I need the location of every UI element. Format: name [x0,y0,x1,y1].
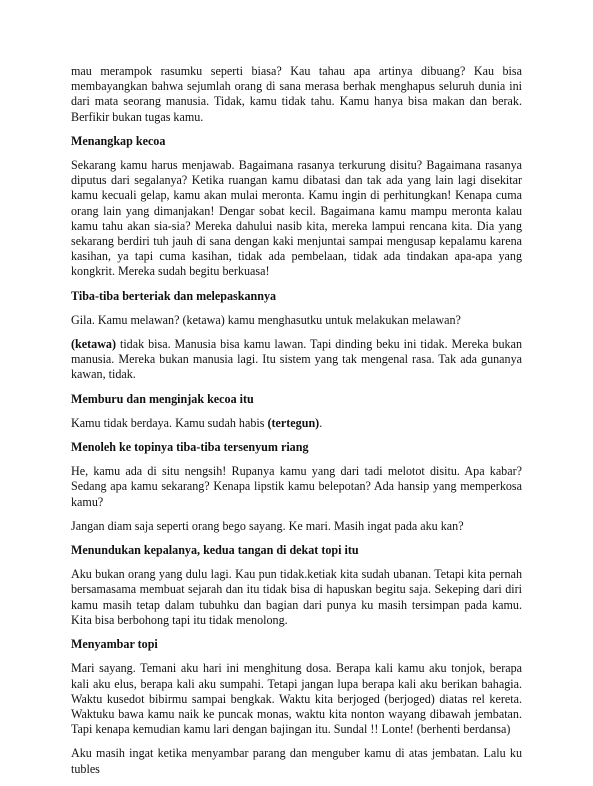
inline-direction: (ketawa) [71,337,117,352]
inline-direction: (tertegun) [267,415,320,430]
paragraph-text: tidak bisa. Manusia bisa kamu lawan. Tapi dinding beku ini tidak. Mereka bukan manusia. Mereka bukan manusia lagi. Itu sistem yang tak mengenal rasa. Tak ada gunanya kawan, tidak. [71,337,522,382]
document-page [71,64,522,786]
paragraph: Aku bukan orang yang dulu lagi. Kau pun tidak.ketiak kita sudah ubanan. Tetapi kita pernah bersamasama membuat sejarah dan itu tidak bisa di hapuskan begitu saja. Sekeping dari diri kamu masih tetap dalam tubuhku dan bagian dari punya ku masih tersimpan pada kamu. Kita bisa berbohong tapi itu tidak menolong. [71,567,522,627]
paragraph-text-end: . [319,415,323,430]
stage-direction-heading: Menundukan kepalanya, kedua tangan di dekat topi itu [71,543,359,558]
paragraph: Jangan diam saja seperti orang bego sayang. Ke mari. Masih ingat pada aku kan? [71,518,464,533]
paragraph [71,337,522,383]
stage-direction-heading: Menangkap kecoa [71,133,166,148]
stage-direction-heading: Menyambar topi [71,637,158,652]
paragraph: Sekarang kamu harus menjawab. Bagaimana rasanya terkurung disitu? Bagaimana rasanya diputus dari segalanya? Ketika ruangan kamu dibatasi dan tak ada yang lain lagi disekitar kamu kecuali gelap, kamu akan mulai meronta. Kamu ingin di perhitungkan! Kenapa cuma orang lain yang dimanjakan! Dengar sobat kecil. Bagaimana kamu mampu meronta kalau kamu tahu akan sia-sia? Mereka dahului nasib kita, mereka lampui rencana kita. Dia yang sekarang berdiri tuh jauh di sana dengan kaki menjuntai sampai mengusap kepalamu karena kasihan, ya tapi cuma kasihan, tidak ada pembelaan, tidak ada tindakan apa-apa yang kongkrit. Mereka sudah begitu berkuasa! [71,158,522,279]
stage-direction-heading: Memburu dan menginjak kecoa itu [71,391,254,406]
paragraph: Gila. Kamu melawan? (ketawa) kamu menghasutku untuk melakukan melawan? [71,312,461,327]
paragraph [71,416,522,431]
paragraph: Mari sayang. Temani aku hari ini menghitung dosa. Berapa kali kamu aku tonjok, berapa kali aku elus, berapa kali aku sumpahi. Tetapi jangan lupa berapa kali aku berikan bahagia. Waktu kusedot bibirmu sampai bengkak. Waktu kita berjoged (berjoged) diatas rel kereta. Waktuku bawa kamu naik ke puncak monas, waktu kita nonton wayang dibawah jembatan. Tapi kenapa kemudian kamu lari dengan bajingan itu. Sundal !! Lonte! (berhenti berdansa) [71,661,522,737]
paragraph-text: Kamu tidak berdaya. Kamu sudah habis [71,415,268,430]
paragraph: Aku masih ingat ketika menyambar parang dan menguber kamu di atas jembatan. Lalu ku tubles [71,746,522,776]
stage-direction-heading: Tiba-tiba berteriak dan melepaskannya [71,288,277,303]
paragraph: He, kamu ada di situ nengsih! Rupanya kamu yang dari tadi melotot disitu. Apa kabar? Sedang apa kamu sekarang? Kenapa lipstik kamu belepotan? Ada hansip yang memperkosa kamu? [71,464,522,509]
paragraph: mau merampok rasumku seperti biasa? Kau tahau apa artinya dibuang? Kau bisa membayangkan bahwa sejumlah orang di sana merasa berhak menghapus seluruh dunia ini dari mata seorang manusia. Tidak, kamu tidak tahu. Kamu hanya bisa makan dan berak. Berfikir bukan tugas kamu. [71,64,522,124]
stage-direction-heading: Menoleh ke topinya tiba-tiba tersenyum riang [71,440,309,455]
